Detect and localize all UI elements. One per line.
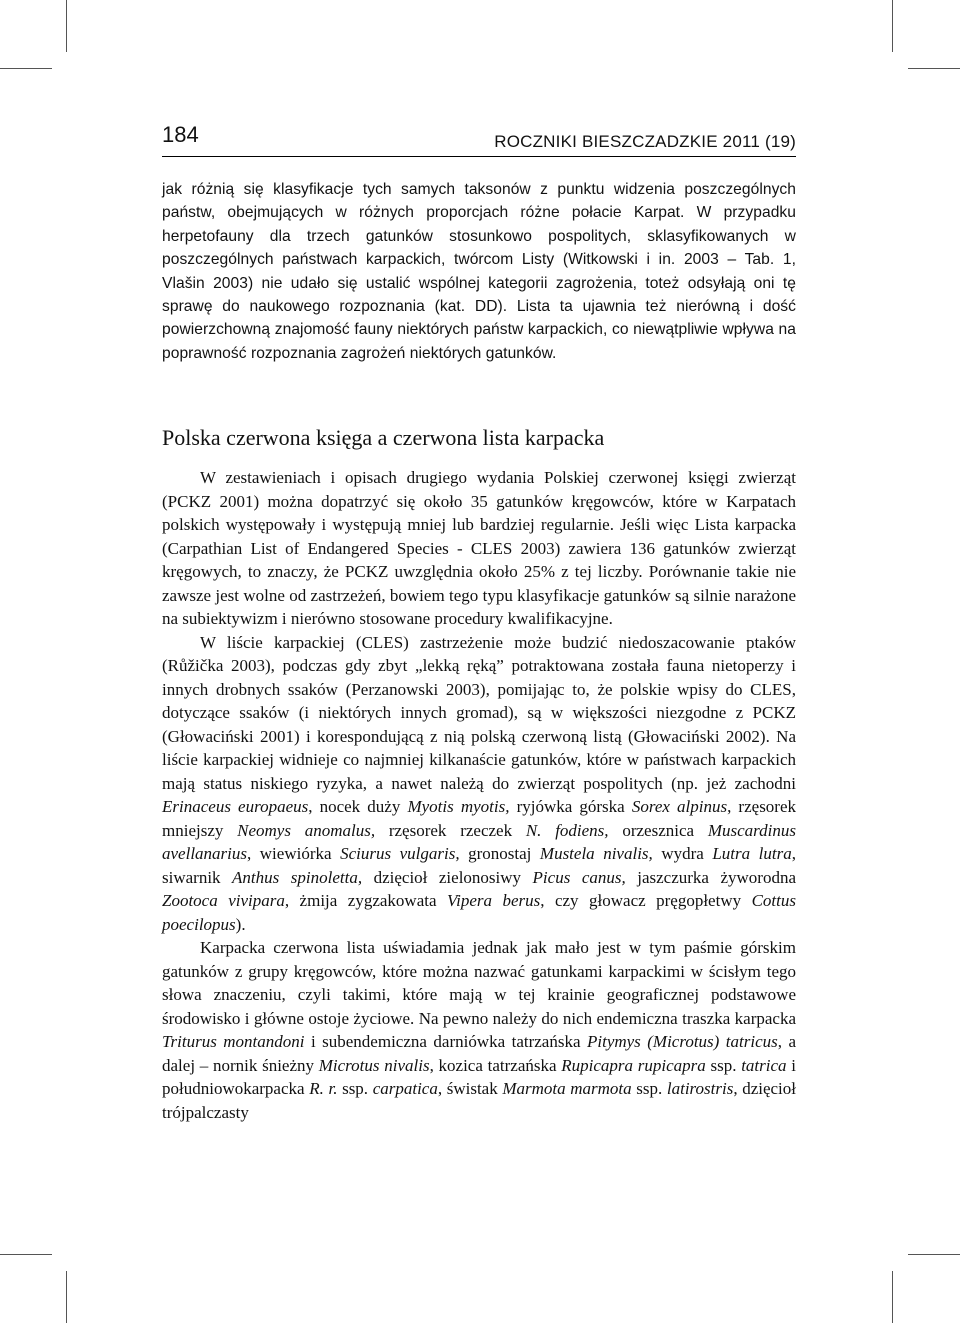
paragraph: W zestawieniach i opisach drugiego wydania Polskiej czerwonej księgi zwierząt (PCKZ 2001) można dopatrzyć się około 35 gatunków kręgowców, które w Karpatach polskich występowały i występują mniej lub bardziej regularnie. Jeśli więc Lista karpacka (Carpathian List of Endangered Species - CLES 2003) zawiera 136 gatunków zwierząt kręgowych, to znaczy, że PCKZ uwzględnia około 25% z tej liczby. Porównanie takie nie zawsze jest wolne od zastrzeżeń, bowiem tego typu klasyfikacje gatunków są silnie narażone na subiektywizm i nierówno stosowane procedury kwalifikacyjne.: [162, 468, 796, 628]
species-name: N. fodiens,: [525, 820, 609, 840]
section-heading: Polska czerwona księga a czerwona lista karpacka: [162, 425, 605, 450]
crop-mark: [0, 1254, 52, 1255]
species-name: Vipera berus: [446, 891, 541, 910]
species-name: tatrica: [741, 1055, 787, 1075]
species-name: Lutra lutra: [712, 844, 792, 863]
paragraph: jak różnią się klasyfikacje tych samych taksonów z punktu widzenia poszczególnych państw, obejmujących w różnych proporcjach różne połacie Karpat. W przypadku herpetofauny dla trzech gatunków stosunkowo pospolitych, sklasyfikowanych w poszczególnych państwach karpackich, twórcom Listy (Witkowski i in. 2003 – Tab. 1, Vlašin 2003) nie udało się ustalić wspólnej kategorii zagrożenia, toteż odsyłają oni tę sprawę do naukowego rozpoznania (kat. DD). Lista ta ujawnia też nierówną i dość powierzchowną znajomość fauny niektórych państw karpackich, co niewątpliwie wpływa na poprawność rozpoznania zagrożeń niektórych gatunków.: [162, 181, 796, 362]
species-name: Mustela nivalis,: [539, 844, 653, 863]
crop-mark: [892, 1271, 893, 1323]
species-name: Rupicapra rupicapra: [561, 1055, 706, 1075]
species-name: Myotis myotis,: [407, 797, 510, 816]
crop-mark: [66, 0, 67, 52]
section-body: [162, 466, 796, 1124]
species-name: Picus canus,: [532, 867, 626, 887]
crop-mark: [0, 68, 52, 69]
crop-mark: [908, 68, 960, 69]
species-name: Sorex alpinus: [631, 797, 728, 816]
crop-mark: [892, 0, 893, 52]
species-name: Triturus montandoni: [162, 1032, 305, 1051]
crop-mark: [908, 1254, 960, 1255]
species-name: Anthus spinoletta,: [232, 867, 363, 887]
intro-text: [162, 178, 796, 365]
paragraph: Karpacka czerwona lista uświadamia jednak jak mało jest w tym paśmie górskim gatunków z grupy kręgowców, które można nazwać gatunkami karpackimi w ścisłym tego słowa znaczeniu, czyli takimi, które mają w tej krainie geograficznej podstawowe środowisko i główne ostoje życiowe. Na pewno należy do nich endemiczna traszka karpacka Triturus montandoni i subendemiczna darniówka tatrzańska Pitymys (Microtus) tatricus, a dalej – nornik śnieżny Microtus nivalis, kozica tatrzańska Rupicapra rupicapra ssp. tatrica i południowokarpacka R. r. ssp. carpatica, świstak Marmota marmota ssp. latirostris, dzięcioł trójpalczasty: [162, 938, 797, 1122]
species-name: Zootoca vivipara: [162, 891, 285, 910]
page-number: 184: [162, 122, 199, 147]
species-name: Pitymys (Microtus) tatricus: [586, 1032, 778, 1051]
journal-title: ROCZNIKI BIESZCZADZKIE 2011 (19): [494, 132, 796, 151]
crop-mark: [66, 1271, 67, 1323]
species-name: Marmota marmota: [502, 1079, 632, 1098]
species-name: Microtus nivalis: [318, 1055, 430, 1075]
species-name: R. r.: [309, 1079, 338, 1098]
species-name: Sciurus vulgaris,: [340, 844, 460, 863]
species-name: carpatica: [372, 1079, 438, 1098]
species-name: Cottus poecilopus: [162, 891, 796, 934]
paragraph: W liście karpackiej (CLES) zastrzeżenie może budzić niedoszacowanie ptaków (Růžička 2003), podczas gdy zbyt „lekką ręką” potraktowana została fauna nietoperzy i innych drobnych ssaków (Perzanowski 2003), pomijając to, że polskie wpisy do CLES, dotyczące ssaków (i niektórych innych gromad), są w większości niezgodne z PCKZ (Głowaciński 2001) i korespondującą z nią polską czerwoną listą (Głowaciński 2002). Na liście karpackiej widnieje co najmniej kilkanaście gatunków, które w państwach karpackich mają status niskiego ryzyka, a nawet należą do zwierząt pospolitych (np. jeż zachodni Erinaceus europaeus, nocek duży Myotis myotis, ryjówka górska Sorex alpinus, rzęsorek mniejszy Neomys anomalus, rzęsorek rzeczek N. fodiens, orzesznica Muscardinus avellanarius, wiewiórka Sciurus vulgaris, gronostaj Mustela nivalis, wydra Lutra lutra, siwarnik Anthus spinoletta, dzięcioł zielonosiwy Picus canus, jaszczurka żyworodna Zootoca vivipara, żmija zygzakowata Vipera berus, czy głowacz pręgopłetwy Cottus poecilopus).: [162, 632, 797, 934]
species-name: Neomys anomalus,: [237, 820, 376, 840]
running-header: [162, 120, 796, 157]
species-name: Muscardinus avellanarius: [162, 820, 796, 863]
species-name: Erinaceus europaeus: [162, 797, 309, 816]
species-name: latirostris: [666, 1079, 734, 1098]
